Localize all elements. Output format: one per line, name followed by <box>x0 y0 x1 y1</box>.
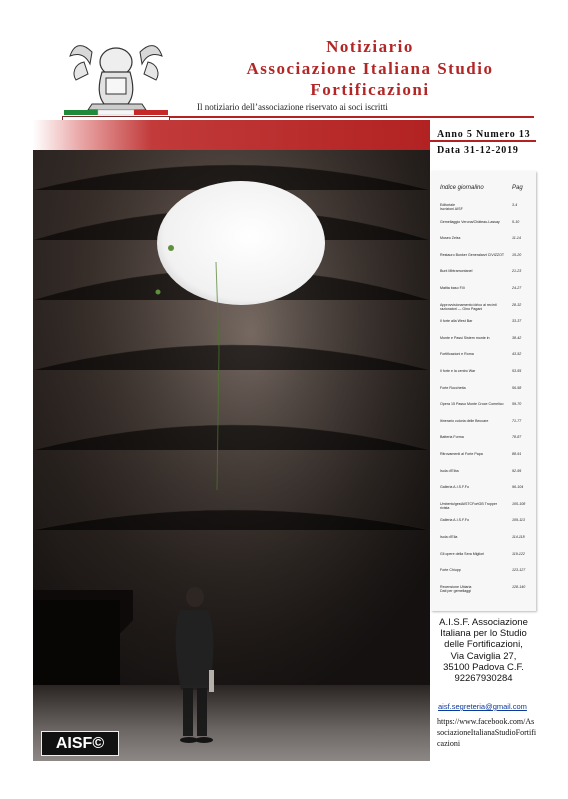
masthead-title-line2: Associazione Italiana Studio <box>246 59 494 78</box>
toc-row-pages: 59-70 <box>512 402 522 407</box>
toc-row-label: Matita baso F.lli <box>440 286 465 290</box>
facebook-link[interactable]: https://www.facebook.com/AssociazioneItalianaStudioFortificazioni <box>437 717 537 748</box>
toc-row-pages: 123-127 <box>512 568 526 573</box>
contact-line: 92267930284 <box>454 673 513 685</box>
toc-row-label: Opera 15 Passo Monte Croce Comelico <box>440 402 504 407</box>
aisf-badge: AISF© <box>41 731 119 756</box>
toc-row-pages: 71-77 <box>512 418 522 423</box>
cover-photo <box>33 150 430 761</box>
toc-row-label: Isola d’Elba <box>440 468 459 473</box>
toc-row-pages: 43-52 <box>512 352 522 357</box>
toc-row-label: Umberto/gestAISTCFortGB Tropper rivista <box>440 501 498 510</box>
toc-row-label: Il forte alla West Bar <box>440 319 473 324</box>
toc-row-pages: 3-4 <box>512 203 518 207</box>
toc-row-label: Ritrovamenti al Forte Papa <box>440 452 483 456</box>
contact-line: delle Fortificazioni, <box>444 639 523 651</box>
contact-line: 35100 Padova C.F. <box>443 661 524 673</box>
toc-row-pages: 5-10 <box>512 219 520 224</box>
toc-row-label: Restauro Bunker Generalarzt CIVIZZOT <box>440 252 505 257</box>
toc-row-pages: 88-91 <box>512 452 522 456</box>
toc-row-label: Gemellaggio Verona/Château-Lassay <box>440 219 500 224</box>
red-banner-bar <box>33 120 430 150</box>
contact-line: A.I.S.F. Associazione <box>439 617 528 628</box>
masthead-title-line1: Notiziario <box>326 37 414 56</box>
toc-row-pages: 24-27 <box>512 286 522 290</box>
toc-row-pages: 105-108 <box>512 501 526 506</box>
toc-row-label: Editoriale Iscrizioni AISF <box>440 203 463 212</box>
toc-page-heading: Pag <box>512 185 523 191</box>
toc-row-label: Gli opere della Sera Migliori <box>440 551 485 556</box>
toc-row-pages: 53-55 <box>512 369 522 373</box>
toc-row-pages: 109-113 <box>512 518 525 523</box>
cover-photo-illustration <box>33 150 430 761</box>
toc-row-pages: 28-32 <box>512 302 522 307</box>
header-rule <box>170 116 534 118</box>
masthead-subtitle: Il notiziario dell’associazione riservato ai soci iscritti <box>197 102 388 112</box>
toc-row-label: Recensione Ubiaria Dati per gemellaggi <box>440 584 472 593</box>
toc-row-label: Bunt Mbtramontanel <box>440 269 473 274</box>
toc-row-pages: 21-23 <box>512 269 522 274</box>
toc-row-pages: 15-20 <box>512 252 522 257</box>
toc-heading: Indice giornalino <box>440 185 484 191</box>
toc-row-label: Forte Chiupp <box>440 568 461 573</box>
toc-row-pages: 96-104 <box>512 485 524 490</box>
toc-row-pages: 92-95 <box>512 468 522 473</box>
toc-row-pages: 56-58 <box>512 385 522 390</box>
sidebar-rule <box>430 140 536 142</box>
winged-lion-icon <box>62 34 170 116</box>
toc-row-pages: 119-122 <box>512 551 525 556</box>
issue-number: Anno 5 Numero 13 <box>437 129 531 140</box>
toc-row-label: Fortificazioni e Roma <box>440 352 474 357</box>
masthead-title-line3: Fortificazioni <box>310 80 430 99</box>
toc-row-pages: 128-140 <box>512 584 526 589</box>
toc-row-label: Isola d’Elia <box>440 535 458 539</box>
toc-row-label: Batteria Forma <box>440 435 464 440</box>
toc-row-label: Galleria A.I.S.F.Fo <box>440 485 469 490</box>
toc-row-label: Forte Rocchetta <box>440 385 466 390</box>
toc-row-pages: 38-42 <box>512 335 522 340</box>
oculus-opening <box>157 181 325 305</box>
toc-row-pages: 114-118 <box>512 535 525 539</box>
contact-line: Italiana per lo Studio <box>440 628 527 640</box>
table-of-contents <box>431 171 536 611</box>
issue-date: Data 31-12-2019 <box>437 145 519 156</box>
toc-row-label: Museo Zeiss <box>440 236 461 241</box>
toc-row-pages: 11-14 <box>512 236 521 241</box>
toc-row-pages: 78-87 <box>512 435 522 440</box>
toc-row-label: Galleria A.I.S.F.Fo <box>440 518 469 523</box>
toc-row-label: Monte e Passi Sistem monte in <box>440 335 490 340</box>
email-link[interactable]: aisf.segreteria@gmail.com <box>438 702 527 711</box>
toc-row-label: Itinerario coloria delle Beccare <box>440 418 489 423</box>
toc-row-label: Approvvisionamento idrico ai recinti razionatori — Gino Pagani <box>440 302 497 311</box>
contact-block <box>431 617 536 684</box>
toc-row-pages: 33-37 <box>512 319 522 324</box>
contact-line: Via Caviglia 27, <box>450 650 517 662</box>
toc-row-label: Il forte e la centro War <box>440 369 476 373</box>
